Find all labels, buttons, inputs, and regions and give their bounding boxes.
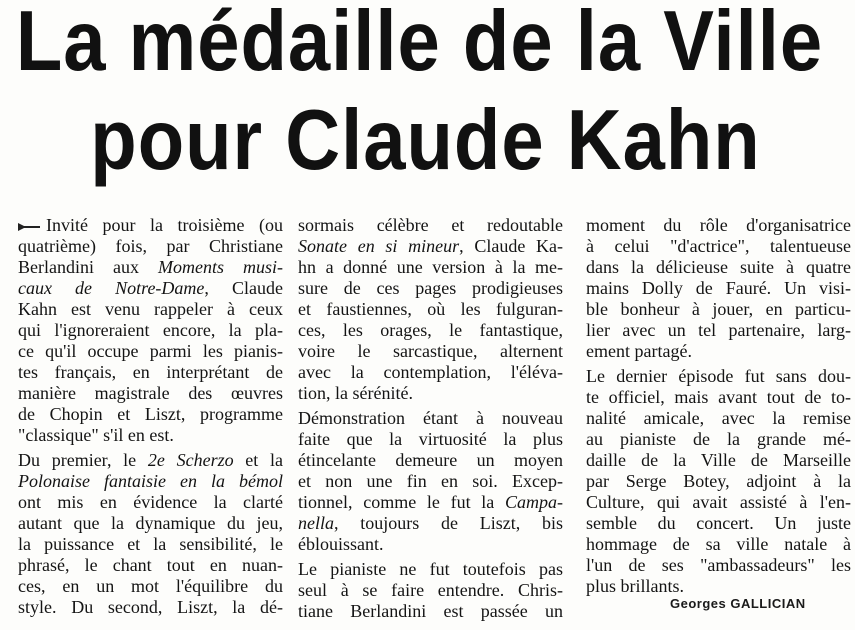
italic-title: 2e Scherzo [147, 450, 234, 470]
text-run: et faustiennes, où les fulguran- [298, 299, 563, 319]
article-line [298, 278, 563, 299]
article-line [298, 408, 563, 429]
text-run: Invité pour la troisième (ou [46, 215, 283, 235]
text-run: qui l'ignoreraient encore, la pla- [18, 320, 283, 340]
text-run: et non une fin en soi. Excep- [298, 471, 563, 491]
text-run: sormais célèbre et redoutable [298, 215, 563, 235]
article-line [586, 492, 851, 513]
text-run: ont mis en évidence la clarté [18, 492, 283, 512]
text-run: quatrième) fois, par Christiane [18, 236, 283, 256]
text-run: Le pianiste ne fut toutefois pas [298, 559, 563, 579]
article-line [18, 450, 283, 471]
text-run: ble bonheur à jouer, en particu- [586, 299, 851, 319]
article-line [18, 236, 283, 257]
italic-title: Moments musi- [157, 257, 283, 277]
text-run: voire le sarcastique, alternent [298, 341, 563, 361]
article-line [18, 425, 283, 446]
text-run: Du premier, le [18, 450, 148, 470]
article-line [18, 278, 283, 299]
text-run: l'un de ses "ambassadeurs" les [586, 555, 851, 575]
italic-title: Sonate en si mineur [298, 236, 460, 256]
text-run: ces, les orages, le fantastique, [298, 320, 563, 340]
article-line [298, 215, 563, 236]
author-signature: Georges GALLICIAN [670, 596, 806, 611]
article-line [298, 471, 563, 492]
article-line [298, 299, 563, 320]
article-line [586, 471, 851, 492]
text-run: nalité amicale, avec la remise [586, 408, 851, 428]
text-run: ce qu'il occupe parmi les pianis- [18, 341, 283, 361]
text-run: à celui "d'actrice", talentueuse [586, 236, 851, 256]
article-line [18, 320, 283, 341]
italic-title: caux de Notre-Dame [18, 278, 205, 298]
article-line [18, 383, 283, 404]
article-line [298, 450, 563, 471]
text-run: tionnel, comme le fut la [298, 492, 505, 512]
text-run: te officiel, mais avant tout de to- [586, 387, 851, 407]
text-run: Démonstration étant à nouveau [298, 408, 563, 428]
article-line [298, 429, 563, 450]
article-line [586, 278, 851, 299]
article-column-1 [18, 215, 283, 618]
article-line [298, 320, 563, 341]
text-run: "classique" s'il en est. [18, 425, 174, 445]
text-run: , Claude Ka- [459, 236, 563, 256]
text-run: style. Du second, Liszt, la dé- [18, 597, 283, 617]
text-run: éblouissant. [298, 534, 384, 554]
article-line [18, 215, 283, 236]
article-line [18, 597, 283, 618]
text-run: autant que la dynamique du jeu, [18, 513, 283, 533]
text-run: Culture, qui avait assisté à l'en- [586, 492, 851, 512]
text-run: et la [233, 450, 283, 470]
article-line [298, 257, 563, 278]
text-run: faite que la virtuosité la plus [298, 429, 563, 449]
text-run: Berlandini aux [18, 257, 158, 277]
text-run: Le dernier épisode fut sans dou- [586, 366, 851, 386]
article-line [18, 341, 283, 362]
article-line [586, 429, 851, 450]
text-run: seul à se faire entendre. Chris- [298, 580, 563, 600]
text-run: daille de la Ville de Marseille [586, 450, 851, 470]
article-line [298, 559, 563, 580]
arrow-bullet-icon [18, 224, 40, 230]
article-line [586, 257, 851, 278]
article-line [298, 236, 563, 257]
article-line [586, 236, 851, 257]
text-run: Kahn est venu rappeler à ceux [18, 299, 283, 319]
article-line [18, 513, 283, 534]
article-line [298, 580, 563, 601]
article-line [298, 341, 563, 362]
article-line [586, 387, 851, 408]
article-line [586, 534, 851, 555]
text-run: , toujours de Liszt, bis [334, 513, 563, 533]
article-line [586, 576, 851, 597]
text-run: plus brillants. [586, 576, 684, 596]
italic-title: nella [298, 513, 334, 533]
article-line [18, 471, 283, 492]
italic-title: Polonaise fantaisie en la bémol [18, 471, 283, 491]
article-line [18, 257, 283, 278]
text-run: lier avec un tel partenaire, larg- [586, 320, 851, 340]
text-run: hn a donné une version à la me- [298, 257, 563, 277]
italic-title: Campa- [505, 492, 563, 512]
article-line [18, 299, 283, 320]
article-line [586, 341, 851, 362]
article-column-2 [298, 215, 563, 622]
article-line [586, 513, 851, 534]
text-run: au pianiste de la grande mé- [586, 429, 851, 449]
article-line [18, 404, 283, 425]
article-line [18, 576, 283, 597]
text-run: tes français, en interprétant de [18, 362, 283, 382]
article-line [586, 408, 851, 429]
text-run: phrasé, le chant tout en nuan- [18, 555, 283, 575]
article-line [586, 320, 851, 341]
article-line [586, 299, 851, 320]
article-line [18, 362, 283, 383]
article-line [298, 362, 563, 383]
article-line [18, 555, 283, 576]
text-run: , Claude [204, 278, 283, 298]
text-run: tiane Berlandini est passée un [298, 601, 563, 621]
text-run: tion, la sérénité. [298, 383, 413, 403]
text-run: hommage de sa ville natale à [586, 534, 851, 554]
article-line [18, 534, 283, 555]
article-line [298, 492, 563, 513]
article-line [18, 492, 283, 513]
text-run: étincelante demeure un moyen [298, 450, 563, 470]
text-run: avec la contemplation, l'éléva- [298, 362, 563, 382]
text-run: sure de ces pages prodigieuses [298, 278, 563, 298]
text-run: manière magistrale des œuvres [18, 383, 283, 403]
article-line [586, 215, 851, 236]
headline-line-1: La médaille de la Ville [15, 0, 824, 90]
text-run: mains Dolly de Fauré. Un visi- [586, 278, 851, 298]
article-column-3 [586, 215, 851, 597]
headline-line-2: pour Claude Kahn [90, 92, 761, 189]
text-run: ces, en un mot l'équilibre du [18, 576, 283, 596]
text-run: ement partagé. [586, 341, 692, 361]
text-run: dans la délicieuse suite à quatre [586, 257, 851, 277]
article-line [586, 555, 851, 576]
article-line [298, 383, 563, 404]
text-run: la puissance et la sensibilité, le [18, 534, 283, 554]
text-run: de Chopin et Liszt, programme [18, 404, 283, 424]
article-line [298, 534, 563, 555]
text-run: semble du concert. Un juste [586, 513, 851, 533]
text-run: par Serge Botey, adjoint à la [586, 471, 851, 491]
article-line [586, 366, 851, 387]
article-line [298, 513, 563, 534]
article-line [586, 450, 851, 471]
article-line [298, 601, 563, 622]
text-run: moment du rôle d'organisatrice [586, 215, 851, 235]
